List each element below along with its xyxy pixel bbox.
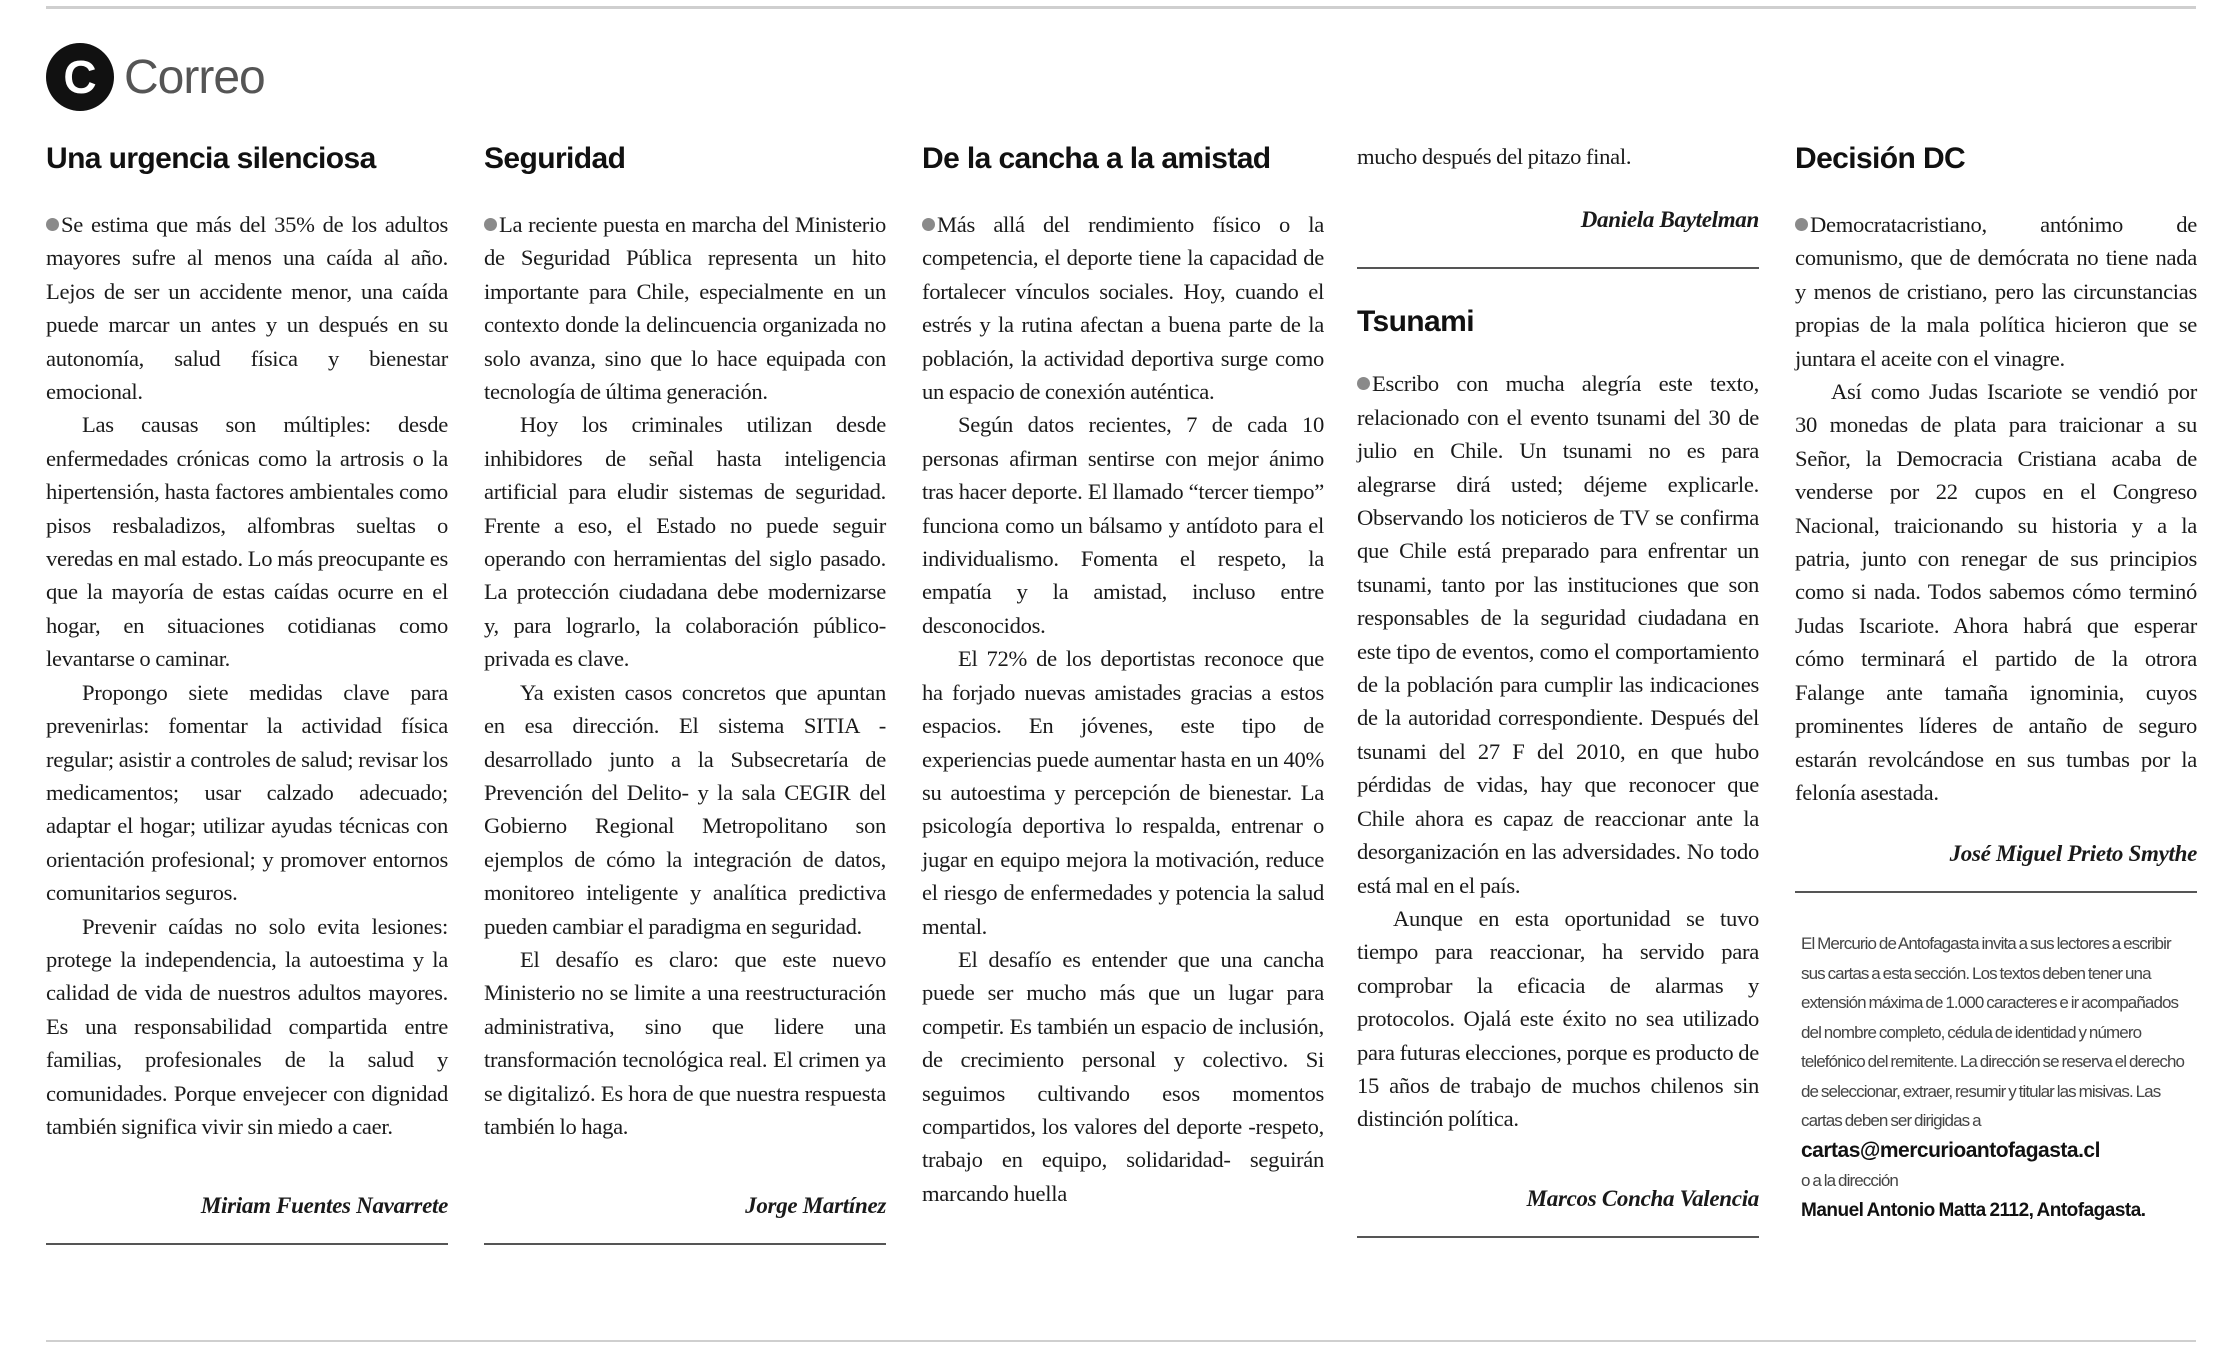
letter-body: Se estima que más del 35% de los adultos mayores sufre al menos una caída al año. Lejos de ser un accidente menor, una caída puede marcar un antes y un después en su autonomía, salud física y bienestar emocional. Las causas son múltiples: desde enfermedades crónicas como la artrosis o la hipertensión, hasta factores ambientales como pisos resbaladizos, alfombras sueltas o veredas en mal estado. Lo más preocupante es que la mayoría de estas caídas ocurre en el hogar, en situaciones cotidianas como levantarse o caminar. Propongo siete medidas clave para prevenirlas: fomentar la actividad física regular; asistir a controles de salud; revisar los medicamentos; usar calzado adecuado; adaptar el hogar; utilizar ayudas técnicas con orientación profesional; y promover entornos comunitarios seguros. Prevenir caídas no solo evita lesiones: protege la independencia, la autoestima y la calidad de vida de nuestros adultos mayores. Es una responsabilidad compartida entre familias, profesionales de la salud y comunidades. Porque envejecer con dignidad también significa vivir sin miedo a caer. <box>46 212 448 1139</box>
section-masthead <box>46 42 265 112</box>
letter-headline: Tsunami <box>1357 305 1474 339</box>
section-badge: C <box>46 43 114 111</box>
top-rule <box>46 6 2196 9</box>
bullet-icon <box>922 218 935 231</box>
bottom-rule <box>46 1340 2196 1342</box>
letter-signature: José Miguel Prieto Smythe <box>1949 841 2197 867</box>
letter-signature: Marcos Concha Valencia <box>1526 1185 1759 1211</box>
letter-urgencia <box>46 140 448 1245</box>
column-separator <box>46 1243 448 1245</box>
letter-signature: Miriam Fuentes Navarrete <box>200 1193 448 1219</box>
letter-body: La reciente puesta en marcha del Ministerio de Seguridad Pública representa un hito importante para Chile, especialmente en un contexto donde la delincuencia organizada no solo avanza, sino que lo hace equipada con tecnología de última generación. Hoy los criminales utilizan desde inhibidores de señal hasta inteligencia artificial para eludir sistemas de seguridad. Frente a eso, el Estado no puede seguir operando con herramientas del siglo pasado. La protección ciudadana debe modernizarse y, para lograrlo, la colaboración público-privada es clave. Ya existen casos concretos que apuntan en esa dirección. El sistema SITIA -desarrollado junto a la Subsecretaría de Prevención del Delito- y la sala CEGIR del Gobierno Regional Metropolitano son ejemplos de cómo la integración de datos, monitoreo inteligente y analítica predictiva pueden cambiar el paradigma en seguridad. El desafío es claro: que este nuevo Ministerio no se limite a una reestructuración administrativa, sino que lidere una transformación tecnológica real. El crimen ya se digitalizó. Es hora de que nuestra respuesta también lo haga. <box>484 212 886 1139</box>
letter-signature: Daniela Baytelman <box>1580 207 1759 233</box>
letter-signature: Jorge Martínez <box>745 1193 886 1219</box>
letter-headline: Seguridad <box>484 142 626 175</box>
letter-body: Escribo con mucha alegría este texto, relacionado con el evento tsunami del 30 de julio en Chile. Un tsunami no es para alegrarse dirá usted; déjeme explicarle. Observando los noticieros de TV se confirma que Chile está preparado para enfrentar un tsunami, tanto por las instituciones que son responsables de la seguridad ciudadana en este tipo de eventos, como el comportamiento de la población para cumplir las indicaciones de la autoridad correspondiente. Después del tsunami del 27 F del 2010, en que hubo pérdidas de vidas, hay que reconocer que Chile ahora es capaz de reaccionar ante la desorganización en las adversidades. No todo está mal en el país. Aunque en esta oportunidad se tuvo tiempo para reaccionar, ha servido para comprobar la eficacia de alarmas y protocolos. Ojalá este éxito no sea utilizado para futuras elecciones, porque es producto de 15 años de trabajo de muchos chilenos sin distinción política. <box>1357 371 1759 1132</box>
column-separator <box>484 1243 886 1245</box>
letter-cancha <box>922 140 1324 1210</box>
column-separator <box>1357 1236 1759 1238</box>
bullet-icon <box>1357 377 1370 390</box>
letter-headline: De la cancha a la amistad <box>922 142 1271 175</box>
letter-body: Democratacristiano, antónimo de comunismo, que de demócrata no tiene nada y menos de cristiano, pero las circunstancias propias de la mala política hicieron que se juntara el aceite con el vinagre. Así como Judas Iscariote se vendió por 30 monedas de plata para traicionar a su Señor, la Democracia Cristiana acaba de venderse por 22 cupos en el Congreso Nacional, traicionando su historia y a la patria, junto con renegar de sus principios como si nada. Todos sabemos cómo terminó Judas Iscariote. Ahora habrá que esperar cómo terminará el partido de la otrora Falange ante tamaña ignominia, cuyos prominentes líderes de antaño de seguro estarán revolcándose en sus tumbas por la felonía asestada. <box>1795 212 2197 805</box>
bullet-icon <box>46 218 59 231</box>
contact-email[interactable]: cartas@mercurioantofagasta.cl <box>1801 1138 2100 1162</box>
bullet-icon <box>1795 218 1808 231</box>
letter-tsunami <box>1357 140 1759 1238</box>
letter-seguridad <box>484 140 886 1245</box>
letter-headline: Decisión DC <box>1795 142 1966 175</box>
letter-headline: Una urgencia silenciosa <box>46 142 376 175</box>
postal-address: Manuel Antonio Matta 2112, Antofagasta. <box>1801 1199 2146 1221</box>
section-title: Correo <box>124 50 265 104</box>
submission-notice: El Mercurio de Antofagasta invita a sus lectores a escribir sus cartas a esta sección. Los textos deben tener una extensión máxima de 1.000 caracteres e ir acompañados del nombre completo, cédula de identidad y número telefónico del remitente. La dirección se reserva el derecho de seleccionar, extraer, resumir y titular las misivas. Las cartas deben ser dirigidas a cartas@mercurioantofagasta.cl o a la dirección Manuel Antonio Matta 2112, Antofagasta. <box>1801 934 2185 1221</box>
bullet-icon <box>484 218 497 231</box>
letter-decision-dc <box>1795 140 2197 1225</box>
continued-text: mucho después del pitazo final. <box>1357 144 1632 169</box>
letter-body: Más allá del rendimiento físico o la competencia, el deporte tiene la capacidad de fortalecer vínculos sociales. Hoy, cuando el estrés y la rutina afectan a buena parte de la población, la actividad deportiva surge como un espacio de conexión auténtica. Según datos recientes, 7 de cada 10 personas afirman sentirse con mejor ánimo tras hacer deporte. El llamado “tercer tiempo” funciona como un bálsamo y antídoto para el individualismo. Fomenta el respeto, la empatía y la amistad, incluso entre desconocidos. El 72% de los deportistas reconoce que ha forjado nuevas amistades gracias a estos espacios. En jóvenes, este tipo de experiencias puede aumentar hasta en un 40% su autoestima y percepción de bienestar. La psicología deportiva lo respalda, entrenar o jugar en equipo mejora la motivación, reduce el riesgo de enfermedades y potencia la salud mental. El desafío es entender que una cancha puede ser mucho más que un lugar para competir. Es también un espacio de inclusión, de crecimiento personal y colectivo. Si seguimos cultivando esos momentos compartidos, los valores del deporte -respeto, trabajo en equipo, solidaridad- seguirán marcando huella <box>922 212 1324 1206</box>
